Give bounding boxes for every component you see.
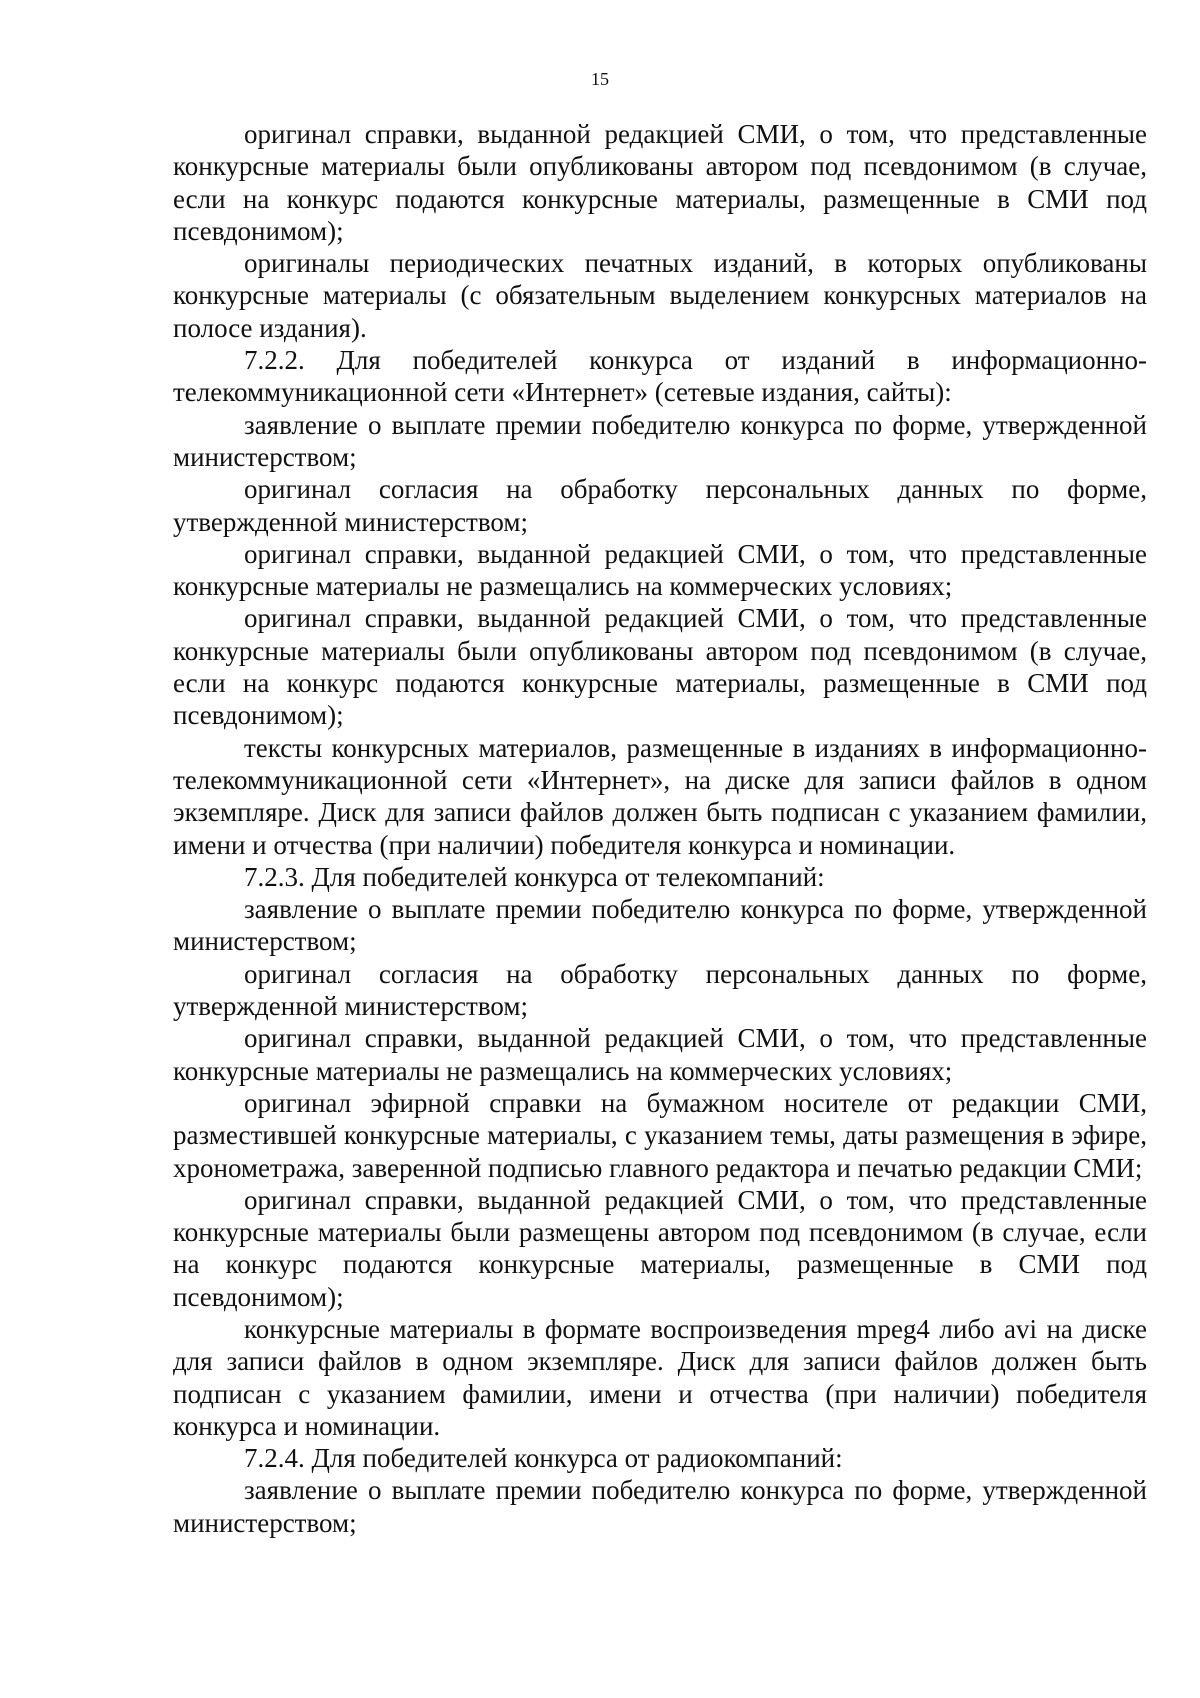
section-heading-7-2-4: 7.2.4. Для победителей конкурса от радиокомпаний:: [244, 1443, 843, 1474]
page-number: 15: [591, 69, 609, 89]
paragraph: тексты конкурсных материалов, размещенные в изданиях в информационно-телекоммуникационной сети «Интернет», на диске для записи файлов в одном экземпляре. Диск для записи файлов должен быть подписан с указанием фамилии, имени и отчества (при наличии) победителя конкурса и номинации.: [173, 732, 1147, 860]
section-heading-7-2-3: 7.2.3. Для победителей конкурса от телекомпаний:: [244, 861, 825, 892]
paragraph: оригиналы периодических печатных изданий, в которых опубликованы конкурсные материалы (с обязательным выделением конкурсных материалов на полосе издания).: [173, 248, 1147, 343]
section-heading-7-2-2: 7.2.2. Для победителей конкурса от изданий в информационно-телекоммуникационной сети «Интернет» (сетевые издания, сайты):: [173, 345, 1147, 408]
paragraph: оригинал справки, выданной редакцией СМИ, о том, что представленные конкурсные материалы не размещались на коммерческих условиях;: [173, 538, 1147, 602]
paragraph: оригинал согласия на обработку персональных данных по форме, утвержденной министерством;: [173, 958, 1147, 1022]
paragraph: оригинал справки, выданной редакцией СМИ, о том, что представленные конкурсные материалы были опубликованы автором под псевдонимом (в случае, если на конкурс подаются конкурсные материалы, размещенные в СМИ под псевдонимом);: [173, 119, 1147, 246]
paragraph: заявление о выплате премии победителю конкурса по форме, утвержденной министерством;: [173, 1475, 1147, 1538]
paragraph: оригинал справки, выданной редакцией СМИ, о том, что представленные конкурсные материалы были опубликованы автором под псевдонимом (в случае, если на конкурс подаются конкурсные материалы, размещенные в СМИ под псевдонимом);: [173, 603, 1147, 731]
document-body: [173, 118, 1147, 1539]
paragraph: заявление о выплате премии победителю конкурса по форме, утвержденной министерством;: [173, 409, 1147, 472]
paragraph: оригинал справки, выданной редакцией СМИ, о том, что представленные конкурсные материалы не размещались на коммерческих условиях;: [173, 1023, 1147, 1086]
paragraph: оригинал эфирной справки на бумажном носителе от редакции СМИ, разместившей конкурсные материалы, с указанием темы, даты размещения в эфире, хронометража, заверенной подписью главного редактора и печатью редакции СМИ;: [173, 1087, 1147, 1183]
paragraph: оригинал согласия на обработку персональных данных по форме, утвержденной министерством;: [173, 474, 1147, 537]
paragraph: конкурсные материалы в формате воспроизведения mpeg4 либо avi на диске для записи файлов в одном экземпляре. Диск для записи файлов должен быть подписан с указанием фамилии, имени и отчества (при наличии) победителя конкурса и номинации.: [173, 1313, 1147, 1441]
paragraph: оригинал справки, выданной редакцией СМИ, о том, что представленные конкурсные материалы были размещены автором под псевдонимом (в случае, если на конкурс подаются конкурсные материалы, размещенные в СМИ под псевдонимом);: [173, 1184, 1147, 1312]
paragraph: заявление о выплате премии победителю конкурса по форме, утвержденной министерством;: [173, 894, 1147, 957]
